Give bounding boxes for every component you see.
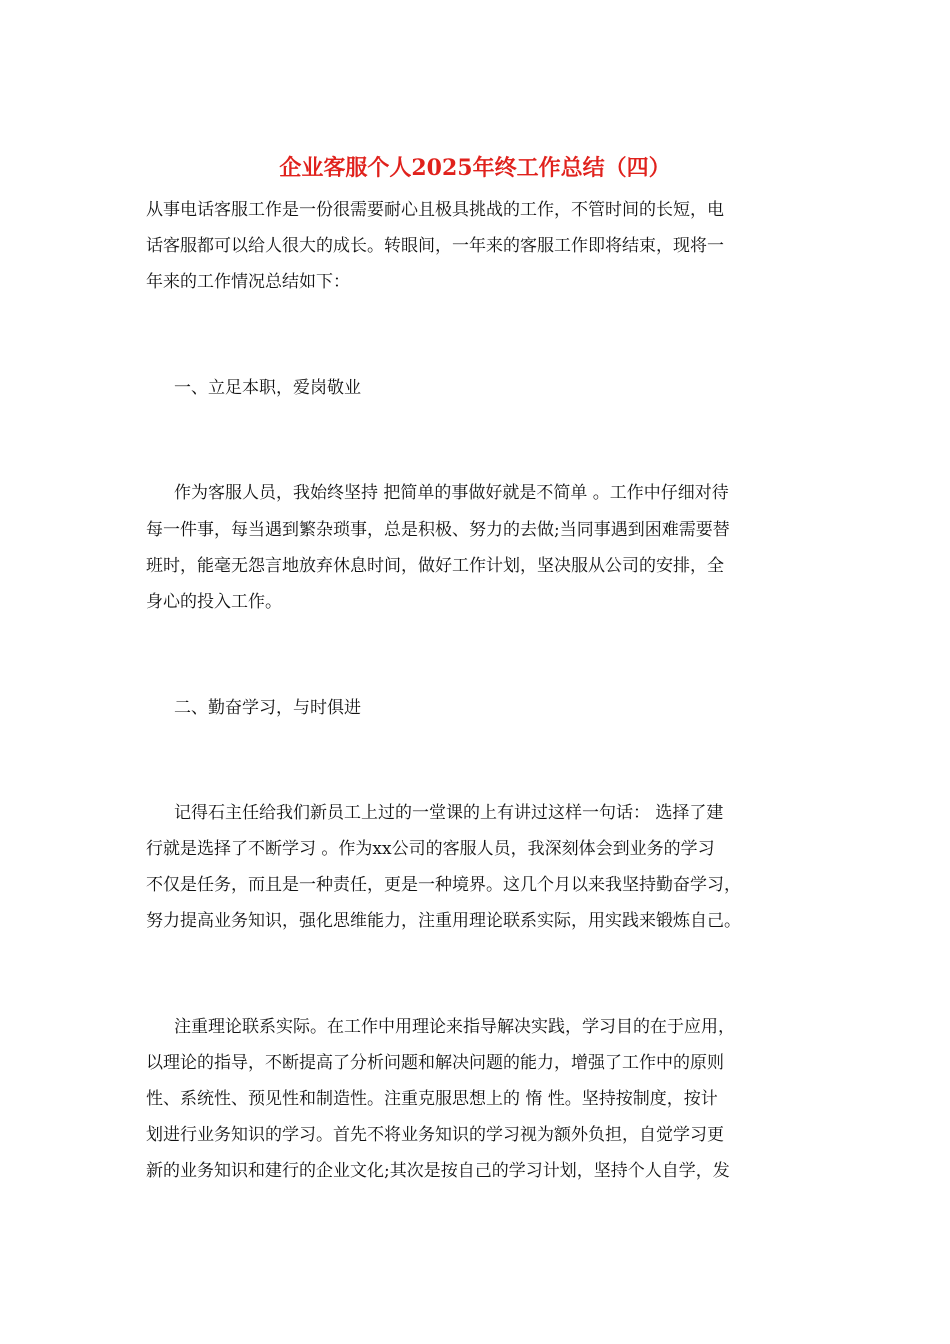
- paragraph-line: 注重理论联系实际。在工作中用理论来指导解决实践，学习目的在于应用，: [174, 1017, 735, 1037]
- section-heading: 二、勤奋学习，与时俱进: [174, 698, 361, 718]
- document-title: 企业客服个人2025年终工作总结（四）: [279, 155, 671, 181]
- paragraph-line: 性、系统性、预见性和制造性。注重克服思想上的 惰 性。坚持按制度，按计: [146, 1089, 718, 1109]
- paragraph-line: 话客服都可以给人很大的成长。转眼间，一年来的客服工作即将结束，现将一: [146, 236, 724, 256]
- paragraph-line: 划进行业务知识的学习。首先不将业务知识的学习视为额外负担，自觉学习更: [146, 1125, 724, 1145]
- paragraph-line: 作为客服人员，我始终坚持 把简单的事做好就是不简单 。工作中仔细对待: [174, 483, 729, 503]
- paragraph-line: 努力提高业务知识，强化思维能力，注重用理论联系实际，用实践来锻炼自己。: [146, 911, 741, 931]
- paragraph-line: 以理论的指导，不断提高了分析问题和解决问题的能力，增强了工作中的原则: [146, 1053, 724, 1073]
- paragraph-line: 班时，能毫无怨言地放弃休息时间，做好工作计划，坚决服从公司的安排，全: [146, 556, 724, 576]
- paragraph-line: 每一件事，每当遇到繁杂琐事，总是积极、努力的去做;当同事遇到困难需要替: [146, 520, 730, 540]
- paragraph-line: 不仅是任务，而且是一种责任，更是一种境界。这几个月以来我坚持勤奋学习，: [146, 875, 741, 895]
- paragraph-line: 身心的投入工作。: [146, 592, 282, 612]
- paragraph-line: 新的业务知识和建行的企业文化;其次是按自己的学习计划，坚持个人自学，发: [146, 1161, 730, 1181]
- section-heading: 一、立足本职，爱岗敬业: [174, 378, 361, 398]
- paragraph-line: 行就是选择了不断学习 。作为xx公司的客服人员，我深刻体会到业务的学习: [146, 839, 715, 859]
- paragraph-line: 年来的工作情况总结如下：: [146, 272, 350, 292]
- paragraph-line: 从事电话客服工作是一份很需要耐心且极具挑战的工作，不管时间的长短，电: [146, 200, 724, 220]
- paragraph-line: 记得石主任给我们新员工上过的一堂课的上有讲过这样一句话： 选择了建: [174, 803, 724, 823]
